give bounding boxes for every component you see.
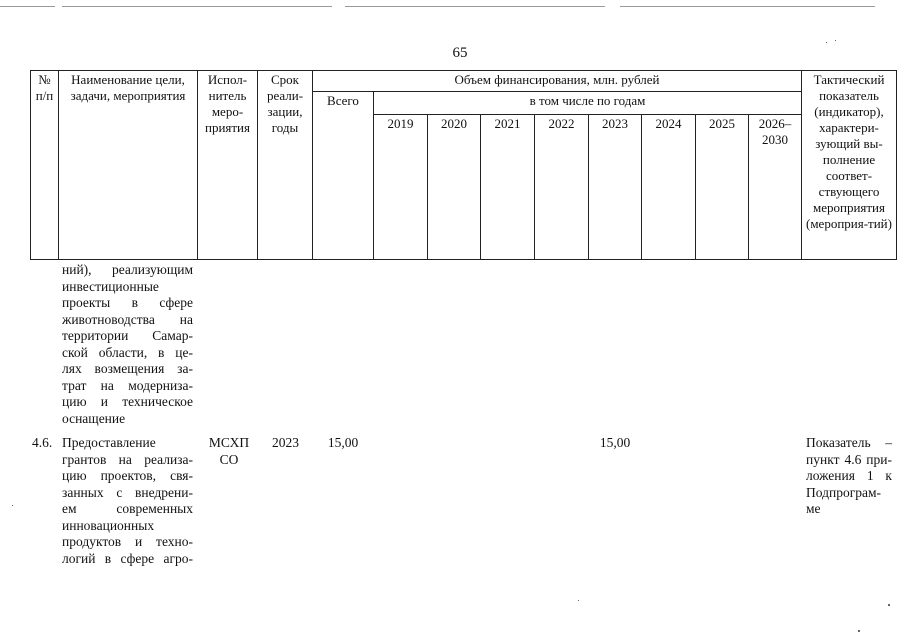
header-year-2022: 2022	[535, 115, 589, 260]
text-line: цию проектов, свя-	[62, 468, 193, 483]
row-46-year-2023: 15,00	[599, 435, 631, 450]
header-executor: Испол-нитель меро-приятия	[198, 71, 258, 260]
header-funding: Объем финансирования, млн. рублей	[313, 71, 802, 92]
header-name: Наименование цели, задачи, мероприятия	[59, 71, 198, 260]
text-line: лях возмещения за-	[62, 361, 193, 376]
row-46-indicator	[806, 435, 892, 518]
scan-speck	[835, 40, 836, 41]
text-line: инновационных	[62, 517, 155, 533]
text-line: логий в сфере агро-	[62, 550, 193, 566]
row-46-term: 2023	[272, 435, 299, 450]
text-line: трат на модерниза-	[62, 377, 193, 393]
row-46-name	[62, 435, 193, 567]
scan-speck	[826, 42, 827, 43]
scan-speck	[858, 630, 860, 632]
text-line: инвестиционные	[62, 278, 159, 294]
header-year-2020: 2020	[428, 115, 481, 260]
text-line: Предоставление	[62, 435, 156, 450]
header-num: № п/п	[31, 71, 59, 260]
header-total: Всего	[313, 92, 374, 260]
text-line: ем современных	[62, 501, 193, 516]
header-year-2019: 2019	[374, 115, 428, 260]
text-line: проекты в сфере	[62, 295, 193, 310]
scan-speck	[888, 604, 890, 606]
scan-speck	[578, 600, 579, 601]
executor-line: МСХП	[208, 435, 250, 450]
text-line: ложения 1 к	[806, 468, 892, 483]
header-term: Срок реали-зации, годы	[258, 71, 313, 260]
scan-speck	[12, 505, 13, 506]
text-line: оснащение	[62, 410, 126, 426]
row-46-num: 4.6.	[32, 435, 53, 450]
scan-rule	[345, 6, 605, 7]
text-line: продуктов и техно-	[62, 534, 193, 549]
text-line: животноводства на	[62, 311, 193, 327]
header-indicator: Тактический показатель (индикатор), характери-зующий вы-полнение соответ-ствующего мероприятия (мероприя-тий)	[802, 71, 897, 260]
page-number: 65	[452, 45, 468, 61]
text-line: занных с внедрени-	[62, 484, 193, 500]
header-year-2021: 2021	[481, 115, 535, 260]
text-line: ской области, в це-	[62, 344, 193, 360]
scan-rule	[62, 6, 332, 7]
scan-rule	[620, 6, 875, 7]
text-line: грантов на реализа-	[62, 451, 193, 467]
text-line: пункт 4.6 при-	[806, 451, 892, 467]
text-line: ний), реализующим	[62, 262, 193, 277]
financing-table-header	[30, 70, 897, 260]
header-year-2026-2030: 2026–2030	[749, 115, 802, 260]
header-year-2024: 2024	[642, 115, 696, 260]
row-46-total: 15,00	[327, 435, 359, 450]
row-46-executor	[200, 435, 258, 468]
header-by-years: в том числе по годам	[374, 92, 802, 115]
scan-rule	[0, 6, 55, 7]
executor-line: СО	[219, 451, 239, 467]
text-line: ме	[806, 501, 821, 516]
continuation-text	[62, 262, 193, 427]
text-line: Показатель –	[806, 435, 892, 450]
header-year-2023: 2023	[589, 115, 642, 260]
text-line: цию и техническое	[62, 394, 193, 409]
header-year-2025: 2025	[696, 115, 749, 260]
text-line: Подпрограм-	[806, 484, 882, 500]
text-line: территории Самар-	[62, 328, 193, 343]
